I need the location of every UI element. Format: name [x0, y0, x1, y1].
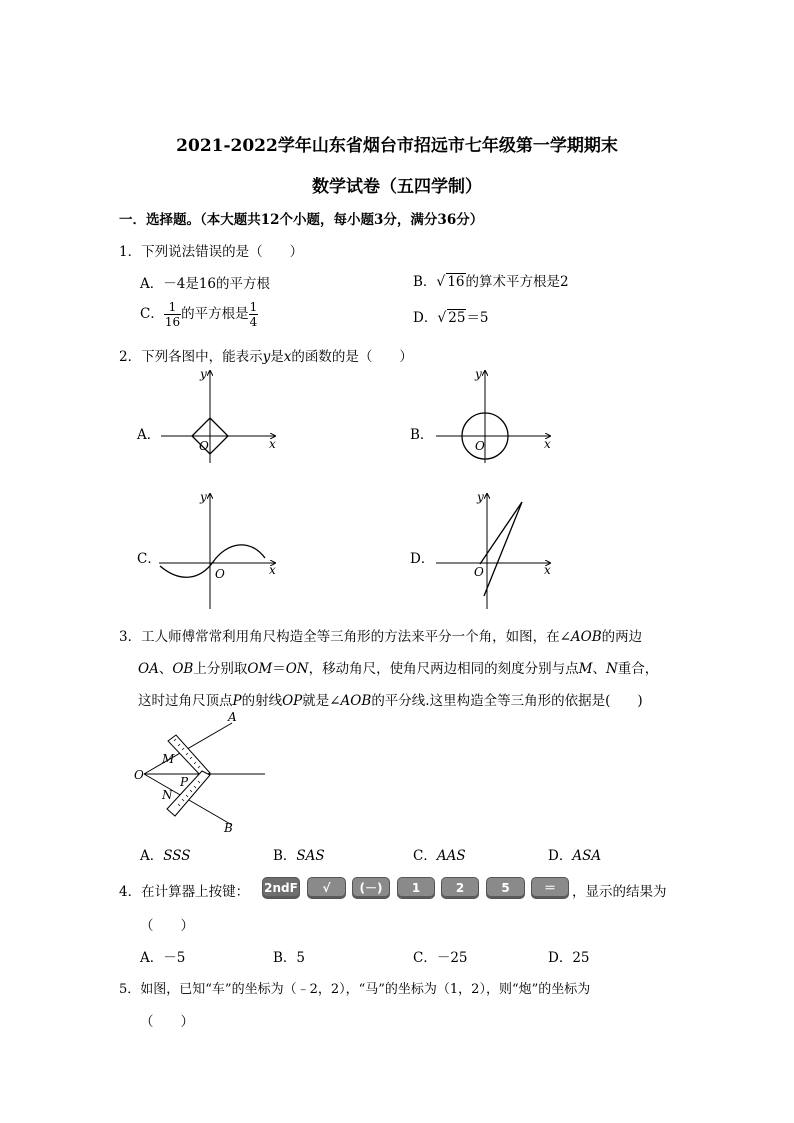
label-p: P — [180, 775, 189, 789]
key-equals: ＝ — [531, 877, 569, 899]
q1-option-c — [140, 298, 258, 330]
q3-l1-pre: 3．工人师傅常常利用角尺构造全等三角形的方法来平分一个角，如图，在 — [119, 629, 560, 645]
q3-d-label: D． — [548, 848, 573, 864]
q1-c-fraction-1 — [164, 300, 181, 329]
q2-option-c-label: C． — [137, 551, 161, 567]
q4-c-text: －25 — [436, 950, 468, 966]
q1-option-d — [413, 306, 489, 326]
q1-b-text: 的算术平方根是2 — [465, 274, 569, 290]
q3-l1-post: 的两边 — [601, 629, 643, 645]
label-o: O — [134, 768, 144, 782]
q1-a-label: A． — [140, 276, 164, 292]
q3-l3-g: 的平分线.这里构造全等三角形的依据是( ) — [371, 693, 643, 709]
q1-option-b — [413, 270, 569, 290]
axis-y-label: y — [200, 490, 207, 504]
q3-d-text: ASA — [572, 848, 602, 864]
q1-b-radicand: 16 — [447, 274, 465, 290]
q2-graph-a — [155, 365, 285, 465]
axis-x-label: x — [544, 437, 551, 451]
q2-stem-post: 的函数的是（ ） — [291, 349, 413, 365]
q2-graph-c — [155, 488, 285, 610]
q3-l3-c: 的射线 — [241, 693, 283, 709]
q1-c-num1: 1 — [164, 300, 181, 315]
q3-l2-c: OB — [172, 661, 194, 677]
q3-l2-l: 重合， — [617, 661, 659, 677]
q2-option-a-label: A． — [137, 427, 161, 443]
axis-x-label: x — [269, 563, 276, 577]
axis-y-label: y — [475, 367, 482, 381]
q3-l2-h: ，移动角尺，使角尺两边相同的刻度分别与点 — [308, 661, 579, 677]
q3-line-3 — [138, 689, 643, 709]
key-2: 2 — [441, 877, 479, 899]
q3-l2-b: 、 — [158, 661, 173, 677]
label-b: B — [224, 821, 233, 835]
q1-c-num2: 1 — [249, 300, 258, 314]
q4-b-label: B． — [273, 950, 297, 966]
key-2ndf: 2ndF — [262, 877, 300, 899]
q3-l3-d: OP — [282, 693, 303, 709]
q2-stem-pre: 2．下列各图中，能表示 — [119, 349, 263, 365]
q1-d-label: D． — [413, 310, 438, 326]
key-5: 5 — [486, 877, 525, 899]
q1-c-den1: 16 — [164, 315, 181, 329]
q4-d-text: 25 — [572, 950, 590, 966]
q3-c-label: C． — [413, 848, 437, 864]
q1-a-text: －4是16的平方根 — [163, 276, 271, 292]
radical-icon: √ — [436, 274, 446, 290]
q3-b-label: B． — [273, 848, 297, 864]
q4-stem: 4．在计算器上按键： — [119, 884, 250, 900]
origin-label: O — [474, 565, 484, 579]
q4-option-a — [140, 946, 185, 966]
q4-stem-post: ，显示的结果为 — [572, 884, 667, 900]
q1-c-mid: 的平方根是 — [181, 306, 249, 322]
q4-option-b — [273, 946, 305, 966]
origin-label: O — [215, 567, 225, 581]
label-n: N — [162, 788, 173, 802]
q3-l3-b: P — [232, 693, 242, 709]
q4-option-c — [413, 946, 468, 966]
q2-option-b-label: B． — [410, 427, 434, 443]
section-header: 一．选择题。（本大题共12个小题，每小题3分，满分36分） — [119, 212, 484, 228]
origin-label: O — [199, 439, 209, 453]
q5-stem: 5．如图，已知“车”的坐标为（﹣2，2），“马”的坐标为（1，2），则“炮”的坐标为 — [119, 982, 591, 997]
q3-option-a — [140, 844, 191, 864]
q3-line-1 — [119, 625, 642, 645]
q3-l3-e: 就是 — [302, 693, 330, 709]
q1-d-text: ＝5 — [466, 310, 489, 326]
q3-a-text: SSS — [163, 848, 191, 864]
folded-line-curve — [480, 502, 522, 596]
axis-x-label: x — [544, 563, 551, 577]
radical-icon: √ — [437, 310, 447, 326]
q3-l2-i: M — [578, 661, 593, 677]
q3-figure — [132, 708, 272, 836]
q2-stem-mid: 是 — [270, 349, 284, 365]
wave-curve — [160, 545, 265, 577]
q4-option-d — [548, 946, 590, 966]
carpenter-square — [167, 735, 210, 816]
q3-a-label: A． — [140, 848, 164, 864]
q3-l2-j: 、 — [592, 661, 606, 677]
q2-stem-x: x — [283, 349, 292, 365]
axis-y-label: y — [477, 490, 484, 504]
q3-l3-a: 这时过角尺顶点 — [138, 693, 233, 709]
q4-paren: （ ） — [140, 918, 194, 934]
q1-c-label: C． — [140, 306, 164, 322]
q3-b-text: SAS — [296, 848, 325, 864]
key-1: 1 — [397, 877, 435, 899]
label-m: M — [162, 752, 175, 766]
q1-option-a — [140, 272, 270, 292]
key-negative: (－) — [352, 877, 390, 899]
q5-paren: （ ） — [140, 1014, 194, 1030]
q3-l1-angle: ∠AOB — [559, 629, 602, 645]
q3-option-b — [273, 844, 325, 864]
q1-d-radicand: 25 — [448, 310, 466, 326]
q2-option-d-label: D． — [410, 551, 435, 567]
q3-l2-f: ＝ — [272, 661, 286, 677]
q3-option-d — [548, 844, 601, 864]
key-sqrt: √ — [307, 877, 346, 899]
q3-option-c — [413, 844, 466, 864]
q4-a-label: A． — [140, 950, 164, 966]
q3-l2-k: N — [605, 661, 618, 677]
q4-c-label: C． — [413, 950, 437, 966]
q2-stem-y: y — [262, 349, 271, 365]
q4-d-label: D． — [548, 950, 573, 966]
q3-l2-d: 上分别取 — [193, 661, 248, 677]
label-a: A — [228, 710, 237, 724]
title-line-2: 数学试卷（五四学制） — [312, 177, 482, 197]
q3-line-2 — [138, 657, 658, 677]
q3-l2-a: OA — [138, 661, 159, 677]
q2-graph-d — [430, 488, 560, 610]
q1-c-den2: 4 — [249, 315, 258, 329]
axis-x-label: x — [269, 437, 276, 451]
q3-c-text: AAS — [436, 848, 466, 864]
q1-c-fraction-2 — [249, 300, 259, 329]
q3-l3-f: ∠AOB — [329, 693, 372, 709]
q4-a-text: －5 — [163, 950, 186, 966]
q3-l2-e: OM — [247, 661, 273, 677]
q3-l2-g: ON — [285, 661, 309, 677]
q2-stem — [119, 345, 413, 365]
q1-stem: 1．下列说法错误的是（ ） — [119, 244, 304, 260]
axis-y-label: y — [200, 367, 207, 381]
q1-b-label: B． — [413, 274, 437, 290]
origin-label: O — [475, 439, 485, 453]
q2-graph-b — [430, 365, 560, 465]
title-line-1: 2021-2022学年山东省烟台市招远市七年级第一学期期末 — [176, 136, 618, 156]
q4-b-text: 5 — [296, 950, 306, 966]
